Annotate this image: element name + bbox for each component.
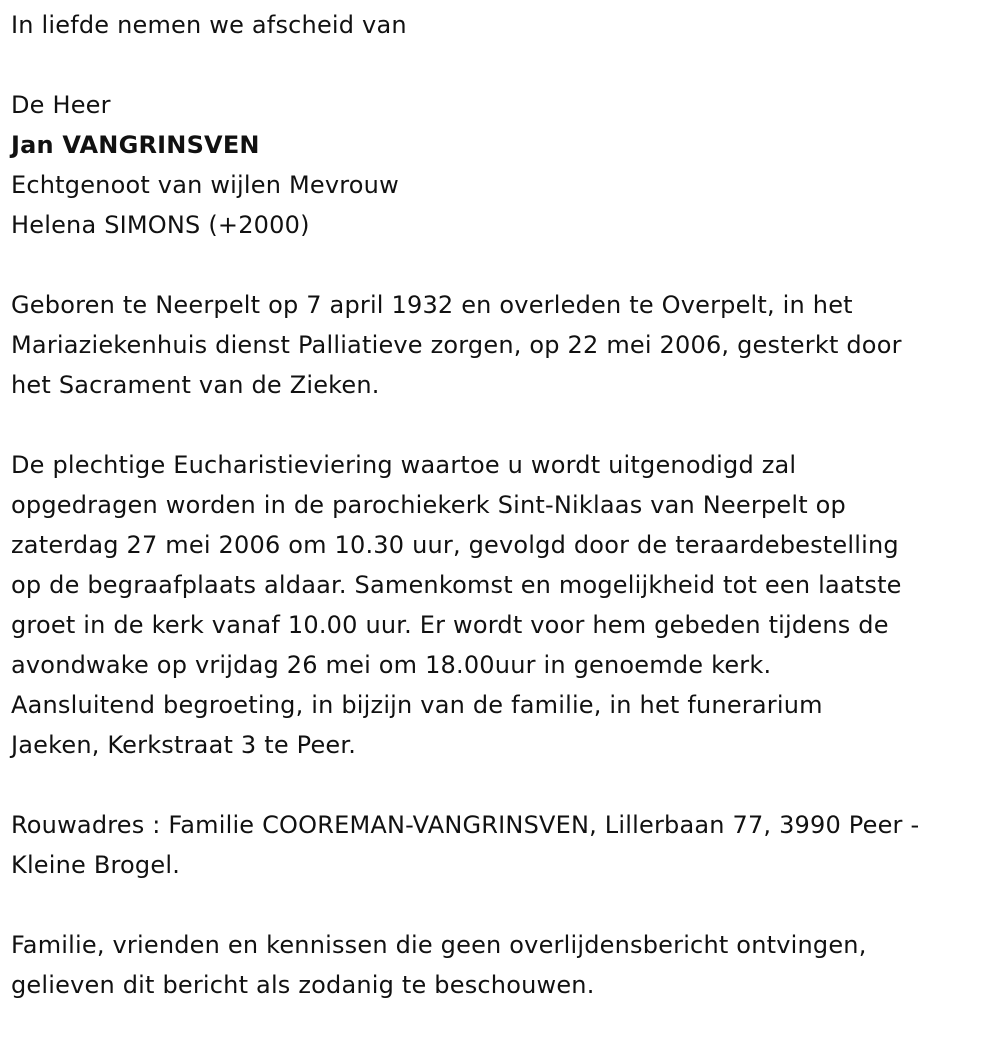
text-line: Kleine Brogel.	[11, 851, 181, 879]
spacer	[11, 765, 990, 805]
text-line: het Sacrament van de Zieken.	[11, 371, 380, 399]
text-line: Jaeken, Kerkstraat 3 te Peer.	[11, 731, 357, 759]
spacer	[11, 405, 990, 445]
deceased-name: Jan VANGRINSVEN	[11, 131, 260, 159]
text-line: op de begraafplaats aldaar. Samenkomst en mogelijkheid tot een laatste	[11, 571, 902, 599]
closing-paragraph	[11, 925, 990, 1005]
salutation: De Heer	[11, 91, 111, 119]
text-line: Familie, vrienden en kennissen die geen overlijdensbericht ontvingen,	[11, 931, 867, 959]
text-line: avondwake op vrijdag 26 mei om 18.00uur in genoemde kerk.	[11, 651, 772, 679]
text-line: Rouwadres : Familie COOREMAN-VANGRINSVEN, Lillerbaan 77, 3990 Peer -	[11, 811, 920, 839]
text-line: Geboren te Neerpelt op 7 april 1932 en overleden te Overpelt, in het	[11, 291, 853, 319]
spacer	[11, 245, 990, 285]
text-line: zaterdag 27 mei 2006 om 10.30 uur, gevolgd door de teraardebestelling	[11, 531, 899, 559]
birth-death-paragraph	[11, 285, 990, 405]
spacer	[11, 885, 990, 925]
text-line: gelieven dit bericht als zodanig te beschouwen.	[11, 971, 595, 999]
intro-line: In liefde nemen we afscheid van	[11, 11, 407, 39]
text-line: Aansluitend begroeting, in bijzijn van de familie, in het funerarium	[11, 691, 823, 719]
ceremony-paragraph	[11, 445, 990, 765]
relation-line-2: Helena SIMONS (+2000)	[11, 211, 310, 239]
text-line: groet in de kerk vanaf 10.00 uur. Er wordt voor hem gebeden tijdens de	[11, 611, 889, 639]
spacer	[11, 45, 990, 85]
text-line: Mariaziekenhuis dienst Palliatieve zorgen, op 22 mei 2006, gesterkt door	[11, 331, 902, 359]
address-paragraph	[11, 805, 990, 885]
text-line: De plechtige Eucharistieviering waartoe u wordt uitgenodigd zal	[11, 451, 797, 479]
obituary-notice	[0, 5, 1000, 1046]
relation-line-1: Echtgenoot van wijlen Mevrouw	[11, 171, 399, 199]
text-line: opgedragen worden in de parochiekerk Sint-Niklaas van Neerpelt op	[11, 491, 846, 519]
